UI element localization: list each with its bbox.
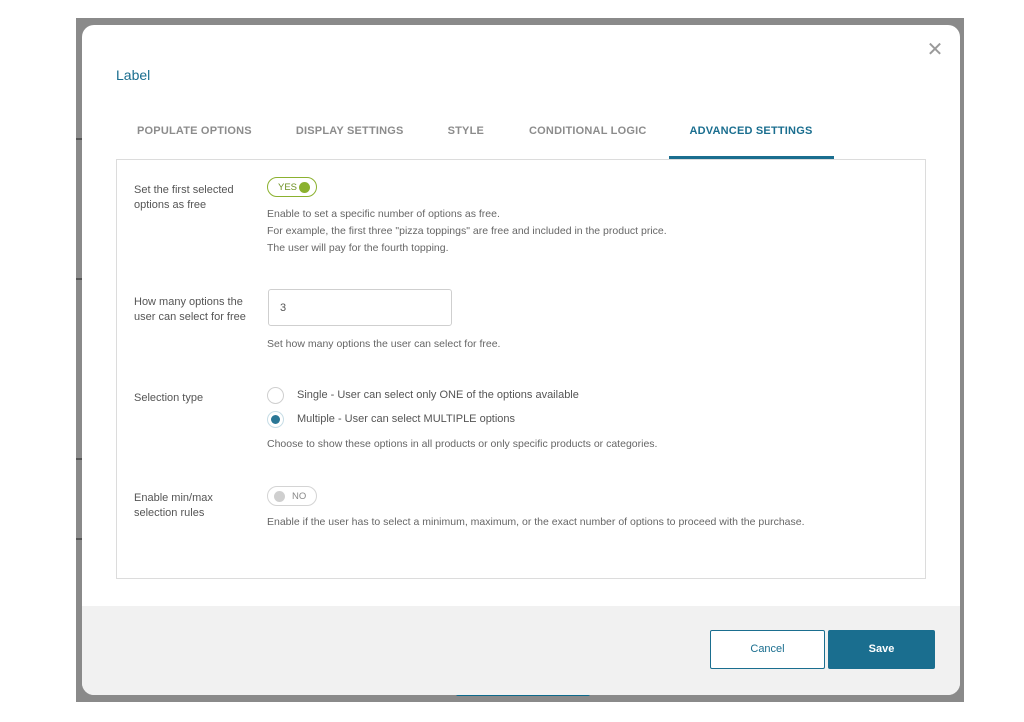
free-count-input[interactable] [268,289,452,326]
label-settings-modal [82,25,960,695]
selection-type-label: Selection type [134,392,204,404]
toggle-state-label: YES [278,182,298,193]
free-count-label: How many options the user can select for free [134,296,246,323]
cancel-button[interactable]: Cancel [710,630,825,669]
close-icon[interactable]: ✕ [926,39,944,61]
selection-type-description: Choose to show these options in all products or only specific products or categories. [267,438,658,450]
first-free-toggle[interactable] [267,177,317,197]
tab-populate-options[interactable]: POPULATE OPTIONS [137,125,252,137]
save-button[interactable]: Save [828,630,935,669]
radio-single[interactable] [267,387,284,404]
toggle-knob [274,491,285,502]
tab-conditional-logic[interactable]: CONDITIONAL LOGIC [529,125,647,137]
radio-single-label: Single - User can select only ONE of the options available [297,389,579,401]
toggle-state-label: NO [292,491,307,502]
min-max-toggle[interactable] [267,486,317,506]
radio-multiple-label: Multiple - User can select MULTIPLE options [297,413,516,425]
selection-single-option[interactable] [267,386,579,404]
first-free-description-2: For example, the first three "pizza toppings" are free and included in the product price. [267,225,667,237]
tab-style[interactable]: STYLE [447,125,485,137]
tab-advanced-settings[interactable]: ADVANCED SETTINGS [669,119,834,159]
first-free-description-3: The user will pay for the fourth topping. [267,242,449,254]
advanced-settings-panel [116,159,926,579]
selection-multiple-option[interactable] [267,410,515,428]
min-max-label: Enable min/max selection rules [134,492,213,519]
free-count-description: Set how many options the user can select for free. [267,338,501,350]
radio-multiple[interactable] [267,411,284,428]
modal-title: Label [116,67,151,83]
toggle-knob [299,182,310,193]
first-free-label: Set the first selected options as free [134,184,234,211]
first-free-description-1: Enable to set a specific number of options as free. [267,208,500,220]
min-max-description: Enable if the user has to select a minimum, maximum, or the exact number of options to proceed with the purchase. [267,516,805,528]
settings-tabs [116,119,926,159]
tab-display-settings[interactable]: DISPLAY SETTINGS [295,125,404,137]
